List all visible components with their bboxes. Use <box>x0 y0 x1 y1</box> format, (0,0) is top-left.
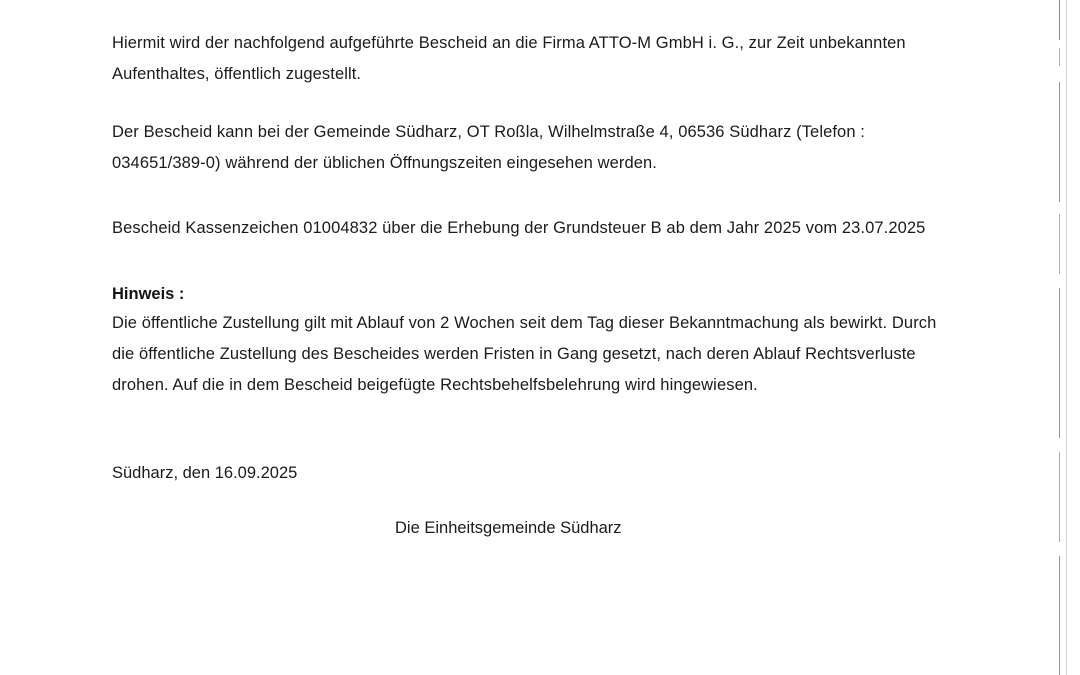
scan-edge-artifact <box>1056 0 1080 675</box>
spacer <box>112 428 942 458</box>
scan-edge-mark <box>1059 0 1060 40</box>
spacer <box>112 244 942 280</box>
scan-edge-mark <box>1059 82 1060 202</box>
spacer <box>112 179 942 213</box>
hinweis-heading: Hinweis : <box>112 285 185 303</box>
paragraph-public-delivery: Hiermit wird der nachfolgend aufgeführte Bescheid an die Firma ATTO-M GmbH i. G., zur Zeit unbekannten Aufenthaltes, öffentlich zugestellt. <box>112 34 906 83</box>
spacer <box>112 489 942 513</box>
paragraph-inspection-location: Der Bescheid kann bei der Gemeinde Südharz, OT Roßla, Wilhelmstraße 4, 06536 Südharz (Telefon : 034651/389-0) während der üblichen Öffnungszeiten eingesehen werden. <box>112 123 865 172</box>
scan-edge-mark <box>1059 556 1060 675</box>
paragraph-notice-reference: Bescheid Kassenzeichen 01004832 über die Erhebung der Grundsteuer B ab dem Jahr 2025 vom 23.07.2025 <box>112 219 926 237</box>
paragraph-hinweis-text: Die öffentliche Zustellung gilt mit Ablauf von 2 Wochen seit dem Tag dieser Bekanntmachung als bewirkt. Durch die öffentliche Zustellung des Bescheides werden Fristen in Gang gesetzt, nach deren Ablauf Rechtsverluste drohen. Auf die in dem Bescheid beigefügte Rechtsbehelfsbelehrung wird hingewiesen. <box>112 314 937 394</box>
scan-edge-mark <box>1059 214 1060 274</box>
scan-edge-mark <box>1059 452 1060 542</box>
scan-edge-line <box>1066 0 1067 675</box>
spacer <box>112 90 942 117</box>
issuing-authority: Die Einheitsgemeinde Südharz <box>395 519 622 537</box>
scan-edge-mark <box>1059 48 1060 66</box>
scan-edge-mark <box>1059 288 1060 438</box>
spacer <box>112 401 942 428</box>
document-body <box>112 28 942 544</box>
place-and-date: Südharz, den 16.09.2025 <box>112 464 298 482</box>
